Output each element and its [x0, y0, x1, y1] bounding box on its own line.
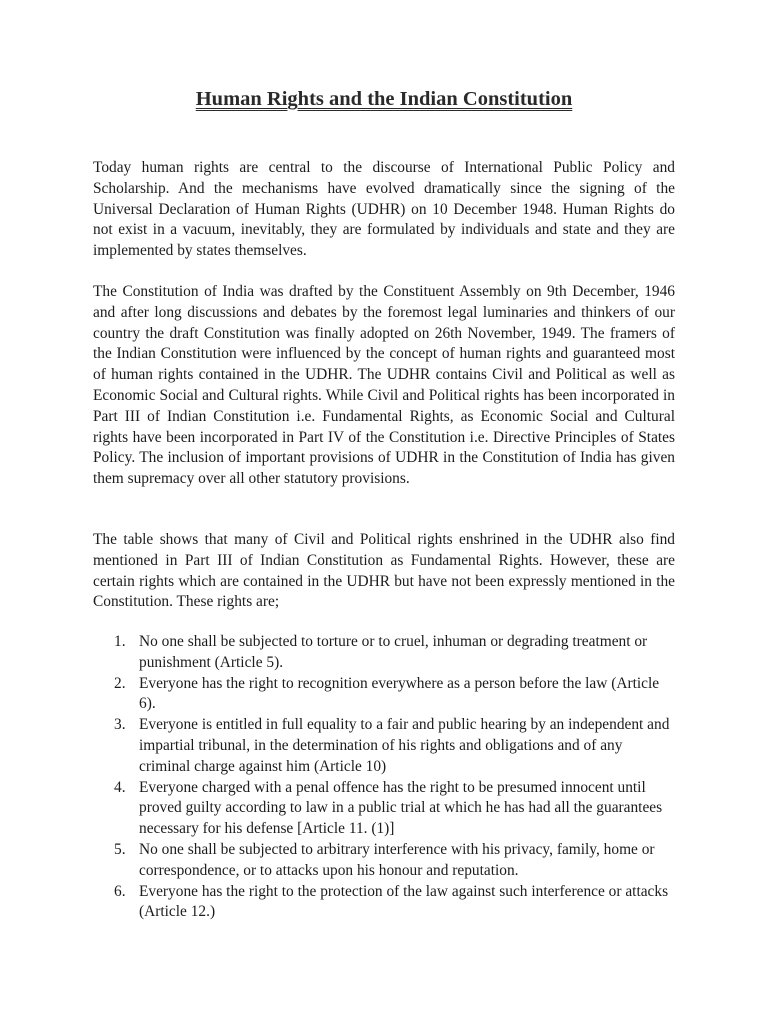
list-item-text: Everyone is entitled in full equality to a fair and public hearing by an independent and impartial tribunal, in the determination of his rights and obligations and of any criminal charge against him (Article 10): [139, 716, 670, 775]
paragraph-intro: Today human rights are central to the discourse of International Public Policy and Scholarship. And the mechanisms have evolved dramatically since the signing of the Universal Declaration of Human Rights (UDHR) on 10 December 1948. Human Rights do not exist in a vacuum, inevitably, they are formulated by individuals and state and they are implemented by states themselves.: [93, 159, 675, 260]
rights-list: [93, 632, 675, 923]
list-item: [93, 778, 675, 840]
list-item: [93, 882, 675, 924]
page-title: [93, 88, 675, 111]
list-item-number: 5.: [114, 840, 126, 858]
list-item-text: No one shall be subjected to arbitrary interference with his privacy, family, home or correspondence, or to attacks upon his honour and reputation.: [139, 840, 655, 879]
paragraph-table-note: The table shows that many of Civil and Political rights enshrined in the UDHR also find mentioned in Part III of Indian Constitution as Fundamental Rights. However, these are certain rights which are contained in the UDHR but have not been expressly mentioned in the Constitution. These rights are;: [93, 531, 675, 611]
list-item: [93, 632, 675, 674]
list-item: [93, 840, 675, 882]
list-item-number: 3.: [114, 716, 126, 734]
list-item-text: Everyone has the right to the protection of the law against such interference or attacks (Article 12.): [139, 882, 669, 921]
paragraph-constitution: The Constitution of India was drafted by the Constituent Assembly on 9th December, 1946 and after long discussions and debates by the foremost legal luminaries and thinkers of our country the draft Constitution was finally adopted on 26th November, 1949. The framers of the Indian Constitution were influenced by the concept of human rights and guaranteed most of human rights contained in the UDHR. The UDHR contains Civil and Political as well as Economic Social and Cultural rights. While Civil and Political rights has been incorporated in Part III of Indian Constitution i.e. Fundamental Rights, as Economic Social and Cultural rights have been incorporated in Part IV of the Constitution i.e. Directive Principles of States Policy. The inclusion of important provisions of UDHR in the Constitution of India has given them supremacy over all other statutory provisions.: [93, 283, 675, 488]
list-item: [93, 715, 675, 777]
list-item-number: 2.: [114, 674, 126, 692]
list-item-text: No one shall be subjected to torture or to cruel, inhuman or degrading treatment or punishment (Article 5).: [139, 633, 648, 671]
list-item-number: 4.: [114, 778, 126, 796]
list-item-text: Everyone has the right to recognition everywhere as a person before the law (Article 6).: [139, 674, 660, 713]
list-item: [93, 674, 675, 716]
list-item-number: 1.: [114, 633, 126, 650]
list-item-number: 6.: [114, 882, 126, 900]
page-title-text: Human Rights and the Indian Constitution: [195, 88, 573, 110]
list-item-text: Everyone charged with a penal offence has the right to be presumed innocent until proved guilty according to law in a public trial at which he has had all the guarantees necessary for his defense [Article 11. (1)]: [139, 778, 663, 838]
